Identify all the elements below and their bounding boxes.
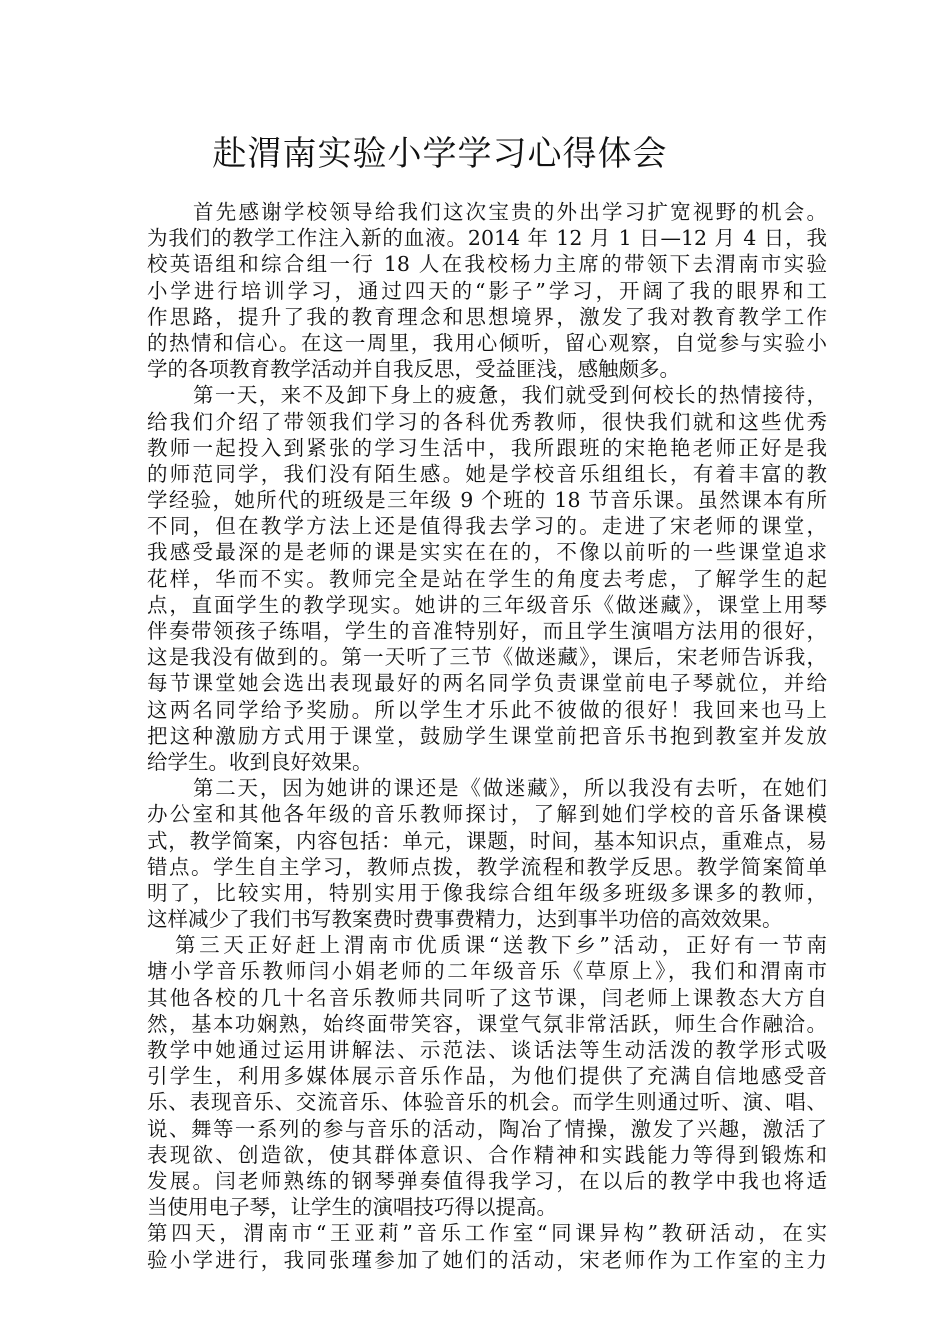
paragraph-line: 学经验，她所代的班级是三年级 9 个班的 18 节音乐课。虽然课本有所 bbox=[147, 488, 827, 513]
paragraph-line: 这两名同学给予奖励。所以学生才乐此不彼做的很好！我回来也马上 bbox=[147, 697, 827, 722]
paragraph-line: 每节课堂她会选出表现最好的两名同学负责课堂前电子琴就位，并给 bbox=[147, 671, 827, 696]
paragraph-line: 第四天，渭南市“王亚莉”音乐工作室“同课异构”教研活动，在实 bbox=[147, 1221, 827, 1246]
paragraph bbox=[147, 932, 827, 1220]
paragraph-line: 作思路，提升了我的教育理念和思想境界，激发了我对教育教学工作 bbox=[147, 304, 827, 329]
paragraph-line: 第三天正好赶上渭南市优质课“送教下乡”活动，正好有一节南 bbox=[175, 933, 827, 958]
paragraph-line: 说、舞等一系列的参与音乐的活动，陶冶了情操，激发了兴趣，激活了 bbox=[147, 1116, 827, 1141]
paragraph bbox=[147, 382, 827, 775]
paragraph-line: 点，直面学生的教学现实。她讲的三年级音乐《做迷藏》，课堂上用琴 bbox=[147, 592, 827, 617]
paragraph-line: 验小学进行，我同张瑾参加了她们的活动，宋老师作为工作室的主力 bbox=[147, 1247, 827, 1272]
paragraph-line: 校英语组和综合组一行 18 人在我校杨力主席的带领下去渭南市实验 bbox=[147, 252, 827, 277]
paragraph-line: 塘小学音乐教师闫小娟老师的二年级音乐《草原上》，我们和渭南市 bbox=[147, 959, 827, 984]
paragraph-line: 伴奏带领孩子练唱，学生的音准特别好，而且学生演唱方法用的很好， bbox=[147, 619, 827, 643]
document-title: 赴渭南实验小学学习心得体会 bbox=[212, 134, 668, 174]
paragraph-line: 办公室和其他各年级的音乐教师探讨，了解到她们学校的音乐备课模 bbox=[147, 802, 827, 827]
document-body bbox=[147, 199, 827, 1273]
paragraph-line: 小学进行培训学习，通过四天的“影子”学习，开阔了我的眼界和工 bbox=[147, 278, 827, 303]
paragraph bbox=[147, 199, 827, 382]
paragraph-line: 学的各项教育教学活动并自我反思，受益匪浅，感触颇多。 bbox=[147, 357, 680, 382]
paragraph-line: 的热情和信心。在这一周里，我用心倾听，留心观察，自觉参与实验小 bbox=[147, 330, 827, 355]
paragraph-line: 教学中她通过运用讲解法、示范法、谈话法等生动活泼的教学形式吸 bbox=[147, 1038, 827, 1062]
paragraph-line: 明了，比较实用，特别实用于像我综合组年级多班级多课多的教师， bbox=[147, 880, 827, 905]
paragraph-line: 乐、表现音乐、交流音乐、体验音乐的机会。而学生则通过听、演、唱、 bbox=[147, 1090, 827, 1115]
paragraph-line: 的师范同学，我们没有陌生感。她是学校音乐组组长，有着丰富的教 bbox=[147, 461, 827, 486]
paragraph-line: 然，基本功娴熟，始终面带笑容，课堂气氛非常活跃，师生合作融洽。 bbox=[147, 1011, 827, 1036]
paragraph-line: 给学生。收到良好效果。 bbox=[147, 749, 373, 774]
paragraph-line: 教师一起投入到紧张的学习生活中，我所跟班的宋艳艳老师正好是我 bbox=[147, 435, 827, 460]
paragraph-line: 给我们介绍了带领我们学习的各科优秀教师，很快我们就和这些优秀 bbox=[147, 409, 827, 434]
paragraph-line: 这是我没有做到的。第一天听了三节《做迷藏》，课后，宋老师告诉我， bbox=[147, 645, 827, 670]
paragraph-line: 其他各校的几十名音乐教师共同听了这节课，闫老师上课教态大方自 bbox=[147, 985, 827, 1010]
paragraph-line: 把这种激励方式用于课堂，鼓励学生课堂前把音乐书抱到教室并发放 bbox=[147, 723, 827, 748]
paragraph-line: 发展。闫老师熟练的钢琴弹奏值得我学习，在以后的教学中我也将适 bbox=[147, 1168, 827, 1193]
paragraph-line: 第一天，来不及卸下身上的疲惫，我们就受到何校长的热情接待， bbox=[193, 383, 827, 408]
paragraph-line: 表现欲、创造欲，使其群体意识、合作精神和实践能力等得到锻炼和 bbox=[147, 1142, 827, 1167]
paragraph-line: 不同，但在教学方法上还是值得我去学习的。走进了宋老师的课堂， bbox=[147, 514, 827, 539]
paragraph-line: 首先感谢学校领导给我们这次宝贵的外出学习扩宽视野的机会。 bbox=[193, 200, 827, 224]
paragraph-line: 这样减少了我们书写教案费时费事费精力，达到事半功倍的高效效果。 bbox=[147, 907, 783, 932]
paragraph-line: 错点。学生自主学习，教师点拨，教学流程和教学反思。教学简案简单 bbox=[147, 854, 827, 879]
paragraph-line: 第二天，因为她讲的课还是《做迷藏》，所以我没有去听，在她们 bbox=[193, 776, 827, 801]
paragraph-line: 引学生，利用多媒体展示音乐作品，为他们提供了充满自信地感受音 bbox=[147, 1064, 827, 1089]
paragraph bbox=[147, 1220, 827, 1272]
paragraph-line: 花样，华而不实。教师完全是站在学生的角度去考虑，了解学生的起 bbox=[147, 566, 827, 591]
paragraph-line: 为我们的教学工作注入新的血液。2014 年 12 月 1 日—12 月 4 日，我 bbox=[147, 226, 827, 251]
paragraph-line: 我感受最深的是老师的课是实实在在的，不像以前听的一些课堂追求 bbox=[147, 540, 827, 565]
paragraph bbox=[147, 775, 827, 932]
paragraph-line: 式，教学简案，内容包括：单元，课题，时间，基本知识点，重难点，易 bbox=[147, 828, 827, 853]
paragraph-line: 当使用电子琴，让学生的演唱技巧得以提高。 bbox=[147, 1195, 557, 1220]
